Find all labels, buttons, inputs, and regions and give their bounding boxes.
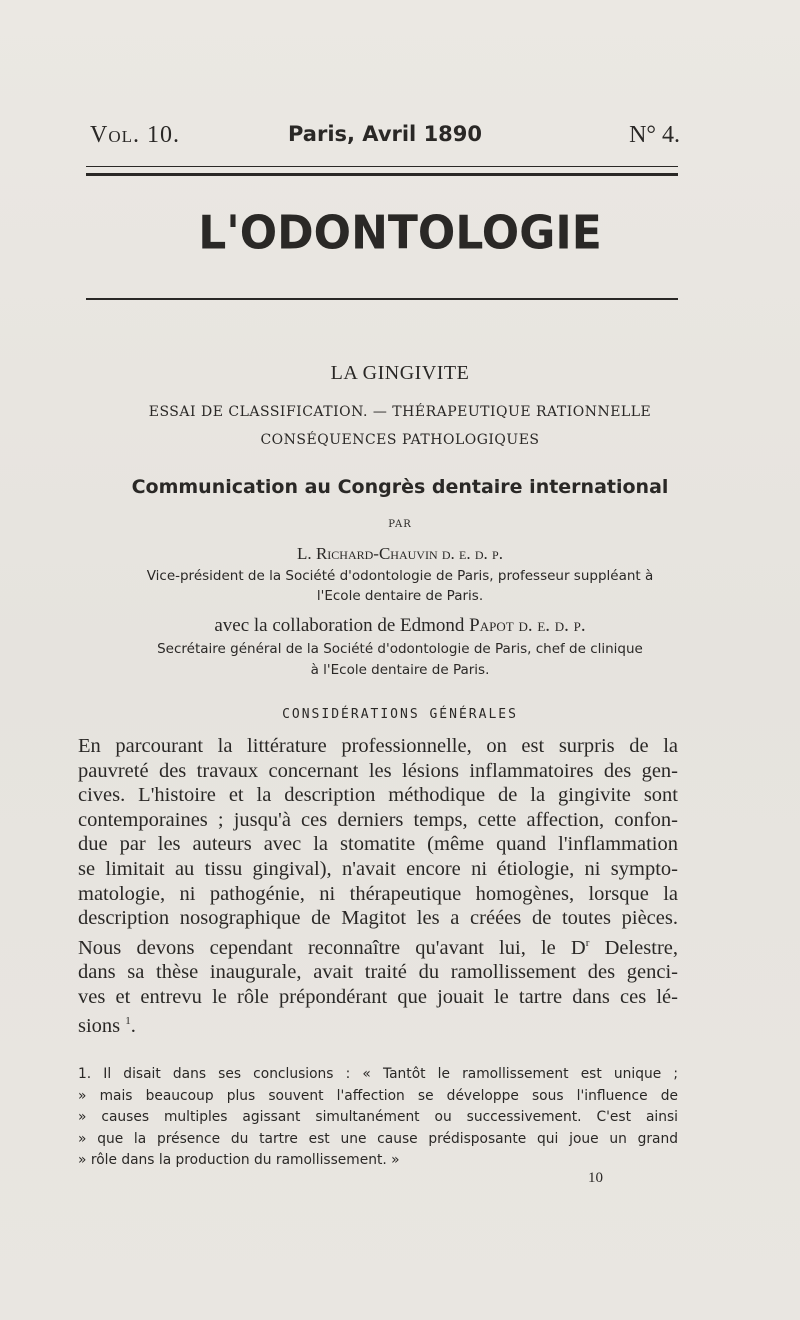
communication-line: Communication au Congrès dentaire international xyxy=(131,476,669,498)
author-name: Richard-Chauvin xyxy=(315,544,438,563)
body-line-text: Delestre, xyxy=(589,936,679,959)
collab-prefix: avec la collaboration de Edmond xyxy=(214,615,465,636)
par-label: PAR xyxy=(388,519,412,530)
collab-name: Papot xyxy=(469,615,514,636)
author-line xyxy=(60,544,740,564)
title-rule xyxy=(86,298,678,300)
body-line: pauvreté des travaux concernant les lésions inflammatoires des gen- xyxy=(78,759,678,782)
footnote-line: » causes multiples agissant simultanément ou successivement. C'est ainsi xyxy=(78,1109,678,1125)
body-paragraph xyxy=(78,734,678,1039)
section-heading: CONSIDÉRATIONS GÉNÉRALES xyxy=(282,707,518,722)
author-degree: d. e. d. p. xyxy=(441,544,503,563)
footnote-line: » mais beaucoup plus souvent l'affection se développe sous l'influence de xyxy=(78,1087,678,1104)
body-line: ves et entrevu le rôle prépondérant que jouait le tartre dans ces lé- xyxy=(78,985,678,1008)
collab-degree: d. e. d. p. xyxy=(518,615,586,636)
body-line: due par les auteurs avec la stomatite (même quand l'inflammation xyxy=(78,833,678,856)
article-title: LA GINGIVITE xyxy=(330,362,470,384)
body-line: se limitait au tissu gingival), n'avait encore ni étiologie, ni sympto- xyxy=(78,857,678,880)
article-subtitle-line2: CONSÉQUENCES PATHOLOGIQUES xyxy=(260,432,540,448)
body-line: contemporaines ; jusqu'à ces derniers temps, cette affection, confon- xyxy=(78,808,678,831)
footnote-line: » que la présence du tartre est une cause prédisposante qui joue un grand xyxy=(78,1130,678,1147)
body-line: matologie, ni pathogénie, ni thérapeutique homogènes, lorsque la xyxy=(78,882,678,905)
footnote-line: 1. Il disait dans ses conclusions : « Tantôt le ramollissement est unique ; xyxy=(78,1066,678,1082)
collab-affiliation-line2: à l'Ecole dentaire de Paris. xyxy=(310,662,490,678)
issue-date: Paris, Avril 1890 xyxy=(287,122,483,146)
body-line-text: sions xyxy=(78,1015,121,1038)
journal-title: L'ODONTOLOGIE xyxy=(198,206,602,261)
page-header xyxy=(90,122,680,156)
body-line-text: . xyxy=(130,1015,136,1038)
header-double-rule xyxy=(86,166,678,176)
body-line: description nosographique de Magitot les a créées de toutes pièces. xyxy=(78,907,678,930)
body-line xyxy=(78,1009,678,1038)
author-initial: L. xyxy=(297,544,312,563)
body-line-text: Nous devons cependant reconnaître qu'avant lui, le D xyxy=(78,936,586,959)
body-line xyxy=(78,931,678,960)
footnote-line: » rôle dans la production du ramollissement. » xyxy=(78,1152,400,1168)
author-affiliation-line2: l'Ecole dentaire de Paris. xyxy=(316,588,484,604)
body-line: En parcourant la littérature professionnelle, on est surpris de la xyxy=(78,735,678,757)
signature-mark: 10 xyxy=(588,1170,603,1186)
footnote-ref: 1 xyxy=(125,1015,131,1028)
footnote xyxy=(78,1064,678,1172)
superscript: r xyxy=(585,936,590,949)
article-subtitle-line1: ESSAI DE CLASSIFICATION. — THÉRAPEUTIQUE RATIONNELLE xyxy=(148,404,652,420)
issue-number: N° 4. xyxy=(629,122,680,148)
author-affiliation-line1: Vice-président de la Société d'odontologie de Paris, professeur suppléant à xyxy=(146,568,654,584)
collab-affiliation-line1: Secrétaire général de la Société d'odontologie de Paris, chef de clinique xyxy=(157,641,643,657)
volume-label: Vol. 10. xyxy=(90,122,180,148)
body-line: dans sa thèse inaugurale, avait traité du ramollissement des genci- xyxy=(78,961,678,984)
body-line: cives. L'histoire et la description méthodique de la gingivite sont xyxy=(78,784,678,807)
collaboration-line xyxy=(60,615,740,637)
